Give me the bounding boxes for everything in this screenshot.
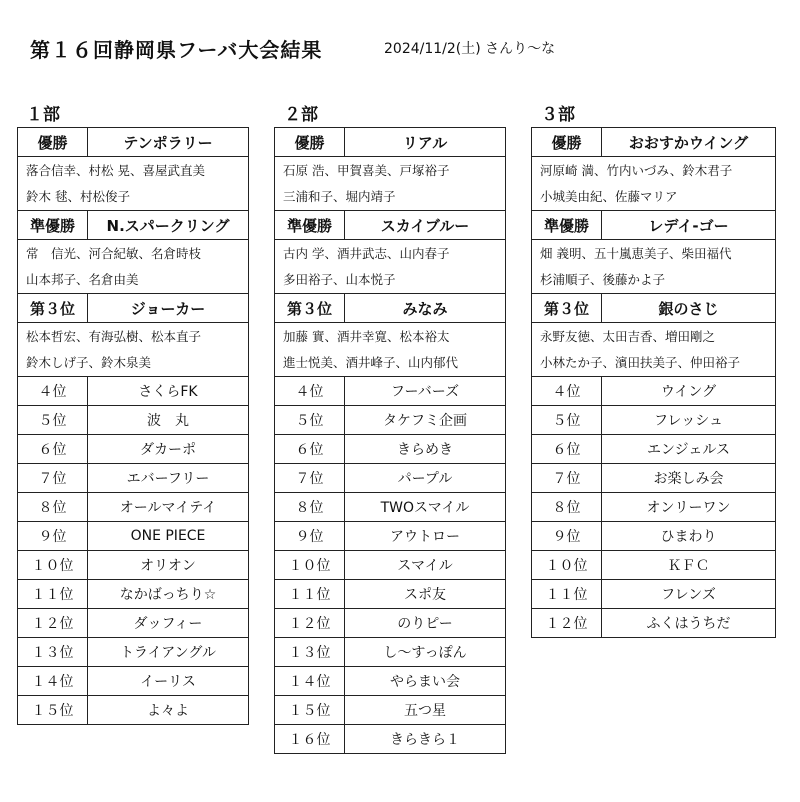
member-names-line: 鈴木しげ子、鈴木泉美 (26, 355, 152, 370)
winner-members (532, 240, 775, 294)
rank-team-name: エバーフリー (126, 471, 210, 487)
member-names-line: 河原崎 満、竹内いづみ、鈴木君子 (540, 163, 733, 178)
rank-label: １１位 (275, 580, 345, 608)
ranking-row (532, 464, 775, 493)
winner-placing-label: 第３位 (18, 294, 88, 322)
winner-placing-label: 第３位 (532, 294, 602, 322)
rank-team-name: エンジェルス (647, 442, 730, 458)
ranking-row (275, 580, 505, 609)
division-title: １部 (26, 105, 60, 125)
winner-team-name: みなみ (402, 299, 448, 318)
division-results-table (17, 127, 249, 725)
rank-team-name: ダカーポ (140, 442, 196, 458)
ranking-row (532, 609, 775, 637)
ranking-row (18, 493, 248, 522)
rank-label: ４位 (18, 377, 88, 405)
rank-team-name: フレッシュ (653, 413, 724, 429)
rank-team-name: ＫＦＣ (667, 558, 710, 574)
division-results-table (274, 127, 506, 754)
rank-label: １１位 (18, 580, 88, 608)
winner-placing-label: 準優勝 (18, 211, 88, 239)
winner-header-row (532, 294, 775, 323)
rank-label: ４位 (275, 377, 345, 405)
ranking-row (275, 725, 505, 753)
ranking-row (18, 377, 248, 406)
rank-label: １２位 (18, 609, 88, 637)
rank-label: １４位 (18, 667, 88, 695)
winner-placing-label: 優勝 (18, 128, 88, 156)
member-names-line: 三浦和子、堀内靖子 (283, 189, 396, 204)
ranking-row (275, 435, 505, 464)
rank-label: ９位 (18, 522, 88, 550)
ranking-row (18, 638, 248, 667)
rank-label: ８位 (275, 493, 345, 521)
winner-header-row (18, 211, 248, 240)
winner-header-row (532, 211, 775, 240)
rank-team-name: オールマイテイ (119, 500, 217, 516)
division-results-table (531, 127, 776, 638)
winner-members (18, 323, 248, 377)
member-names-line: 多田裕子、山本悦子 (283, 272, 396, 287)
winner-team-name: スカイブルー (380, 216, 470, 235)
ranking-row (532, 493, 775, 522)
winner-header-row (18, 294, 248, 323)
winner-members (275, 323, 505, 377)
rank-team-name: やらまい会 (390, 674, 460, 690)
winner-members (18, 157, 248, 211)
division-title: ２部 (284, 105, 318, 125)
rank-label: １０位 (532, 551, 602, 579)
rank-label: ６位 (275, 435, 345, 463)
rank-label: ９位 (275, 522, 345, 550)
member-names-line: 松本哲宏、有海弘樹、松本直子 (26, 329, 202, 344)
winner-placing-label: 第３位 (275, 294, 345, 322)
rank-team-name: のりピー (397, 616, 453, 632)
ranking-row (275, 696, 505, 725)
rank-team-name: さくらFK (138, 384, 198, 400)
rank-label: ７位 (532, 464, 602, 492)
rank-team-name: お楽しみ会 (653, 471, 724, 487)
rank-team-name: ダッフィー (133, 616, 203, 632)
rank-team-name: なかばっちり☆ (119, 587, 217, 603)
winner-team-name: おおすかウイング (628, 133, 749, 152)
winner-members (532, 157, 775, 211)
ranking-row (275, 406, 505, 435)
winner-header-row (532, 128, 775, 157)
ranking-row (18, 406, 248, 435)
rank-label: ４位 (532, 377, 602, 405)
winner-team-name: テンポラリー (123, 133, 213, 152)
rank-label: ８位 (18, 493, 88, 521)
winner-team-name: ジョーカー (130, 299, 206, 318)
member-names-line: 鈴木 毬、村松俊子 (26, 189, 130, 204)
rank-label: １６位 (275, 725, 345, 753)
winner-team-name: リアル (402, 133, 448, 152)
rank-label: １４位 (275, 667, 345, 695)
rank-team-name: スマイル (397, 558, 453, 574)
ranking-row (18, 609, 248, 638)
rank-team-name: 波 丸 (147, 413, 189, 429)
ranking-row (18, 696, 248, 724)
rank-team-name: タケフミ企画 (383, 413, 467, 429)
ranking-row (18, 435, 248, 464)
winner-header-row (275, 128, 505, 157)
ranking-row (18, 551, 248, 580)
rank-label: ７位 (18, 464, 88, 492)
ranking-row (532, 580, 775, 609)
winner-team-name: 銀のさじ (658, 299, 719, 318)
division-title: ３部 (541, 105, 575, 125)
rank-team-name: フレンズ (661, 587, 716, 603)
rank-team-name: ウイング (660, 384, 717, 400)
ranking-row (532, 377, 775, 406)
rank-team-name: アウトロー (390, 529, 460, 545)
winner-placing-label: 優勝 (532, 128, 602, 156)
rank-team-name: イーリス (140, 674, 196, 690)
member-names-line: 加藤 實、酒井幸寛、松本裕太 (283, 329, 450, 344)
event-date-venue: 2024/11/2(土) さんり〜な (384, 41, 556, 57)
ranking-row (275, 667, 505, 696)
ranking-row (18, 522, 248, 551)
rank-label: ５位 (532, 406, 602, 434)
member-names-line: 石原 浩、甲賀喜美、戸塚裕子 (283, 163, 450, 178)
rank-team-name: オリオン (140, 558, 196, 574)
winner-header-row (18, 128, 248, 157)
rank-label: ５位 (18, 406, 88, 434)
member-names-line: 畑 義明、五十嵐恵美子、柴田福代 (540, 246, 732, 261)
rank-label: １２位 (275, 609, 345, 637)
rank-label: １０位 (275, 551, 345, 579)
winner-placing-label: 優勝 (275, 128, 345, 156)
rank-label: １０位 (18, 551, 88, 579)
rank-label: １３位 (275, 638, 345, 666)
winner-members (18, 240, 248, 294)
rank-team-name: ONE PIECE (130, 528, 206, 544)
ranking-row (532, 551, 775, 580)
rank-team-name: TWOスマイル (380, 500, 470, 516)
rank-team-name: オンリーワン (646, 500, 731, 516)
member-names-line: 常 信光、河合紀敏、名倉時枝 (26, 246, 202, 261)
ranking-row (532, 522, 775, 551)
winner-team-name: レデイ-ゴー (648, 216, 729, 235)
rank-team-name: トライアングル (120, 645, 216, 661)
rank-label: ５位 (275, 406, 345, 434)
ranking-row (275, 551, 505, 580)
rank-team-name: ひまわり (660, 529, 717, 545)
rank-team-name: 五つ星 (404, 703, 446, 719)
ranking-row (275, 464, 505, 493)
winner-members (532, 323, 775, 377)
winner-members (275, 240, 505, 294)
member-names-line: 古内 学、酒井武志、山内春子 (283, 246, 450, 261)
member-names-line: 進士悦美、酒井峰子、山内郁代 (283, 355, 459, 370)
rank-label: ９位 (532, 522, 602, 550)
rank-label: ８位 (532, 493, 602, 521)
winner-placing-label: 準優勝 (532, 211, 602, 239)
rank-team-name: ふくはうちだ (646, 616, 731, 632)
rank-team-name: し〜すっぽん (383, 645, 467, 661)
rank-team-name: フーバーズ (390, 384, 460, 400)
ranking-row (275, 609, 505, 638)
ranking-row (275, 493, 505, 522)
rank-team-name: きらめき (397, 442, 453, 458)
ranking-row (18, 464, 248, 493)
rank-label: １５位 (18, 696, 88, 724)
rank-label: １２位 (532, 609, 602, 637)
ranking-row (275, 377, 505, 406)
ranking-row (18, 667, 248, 696)
ranking-row (18, 580, 248, 609)
rank-team-name: パープル (397, 471, 453, 487)
winner-header-row (275, 294, 505, 323)
ranking-row (275, 522, 505, 551)
rank-label: １５位 (275, 696, 345, 724)
ranking-row (275, 638, 505, 667)
winner-header-row (275, 211, 505, 240)
rank-label: １３位 (18, 638, 88, 666)
member-names-line: 落合信幸、村松 晃、喜屋武直美 (26, 163, 205, 178)
ranking-row (532, 406, 775, 435)
rank-team-name: よ々よ (147, 703, 189, 719)
member-names-line: 山本邦子、名倉由美 (26, 272, 139, 287)
rank-label: １１位 (532, 580, 602, 608)
page-title: 第１６回静岡県フーバ大会結果 (30, 38, 323, 62)
winner-members (275, 157, 505, 211)
member-names-line: 小林たか子、濱田扶美子、仲田裕子 (540, 355, 741, 370)
member-names-line: 杉浦順子、後藤かよ子 (540, 272, 666, 287)
rank-label: ７位 (275, 464, 345, 492)
ranking-row (532, 435, 775, 464)
winner-team-name: N.スパークリング (106, 216, 230, 235)
rank-label: ６位 (532, 435, 602, 463)
member-names-line: 小城美由紀、佐藤マリア (540, 189, 678, 204)
rank-label: ６位 (18, 435, 88, 463)
rank-team-name: スポ友 (404, 587, 446, 603)
member-names-line: 永野友徳、太田吉香、増田剛之 (540, 329, 716, 344)
rank-team-name: きらきら１ (390, 732, 460, 748)
winner-placing-label: 準優勝 (275, 211, 345, 239)
